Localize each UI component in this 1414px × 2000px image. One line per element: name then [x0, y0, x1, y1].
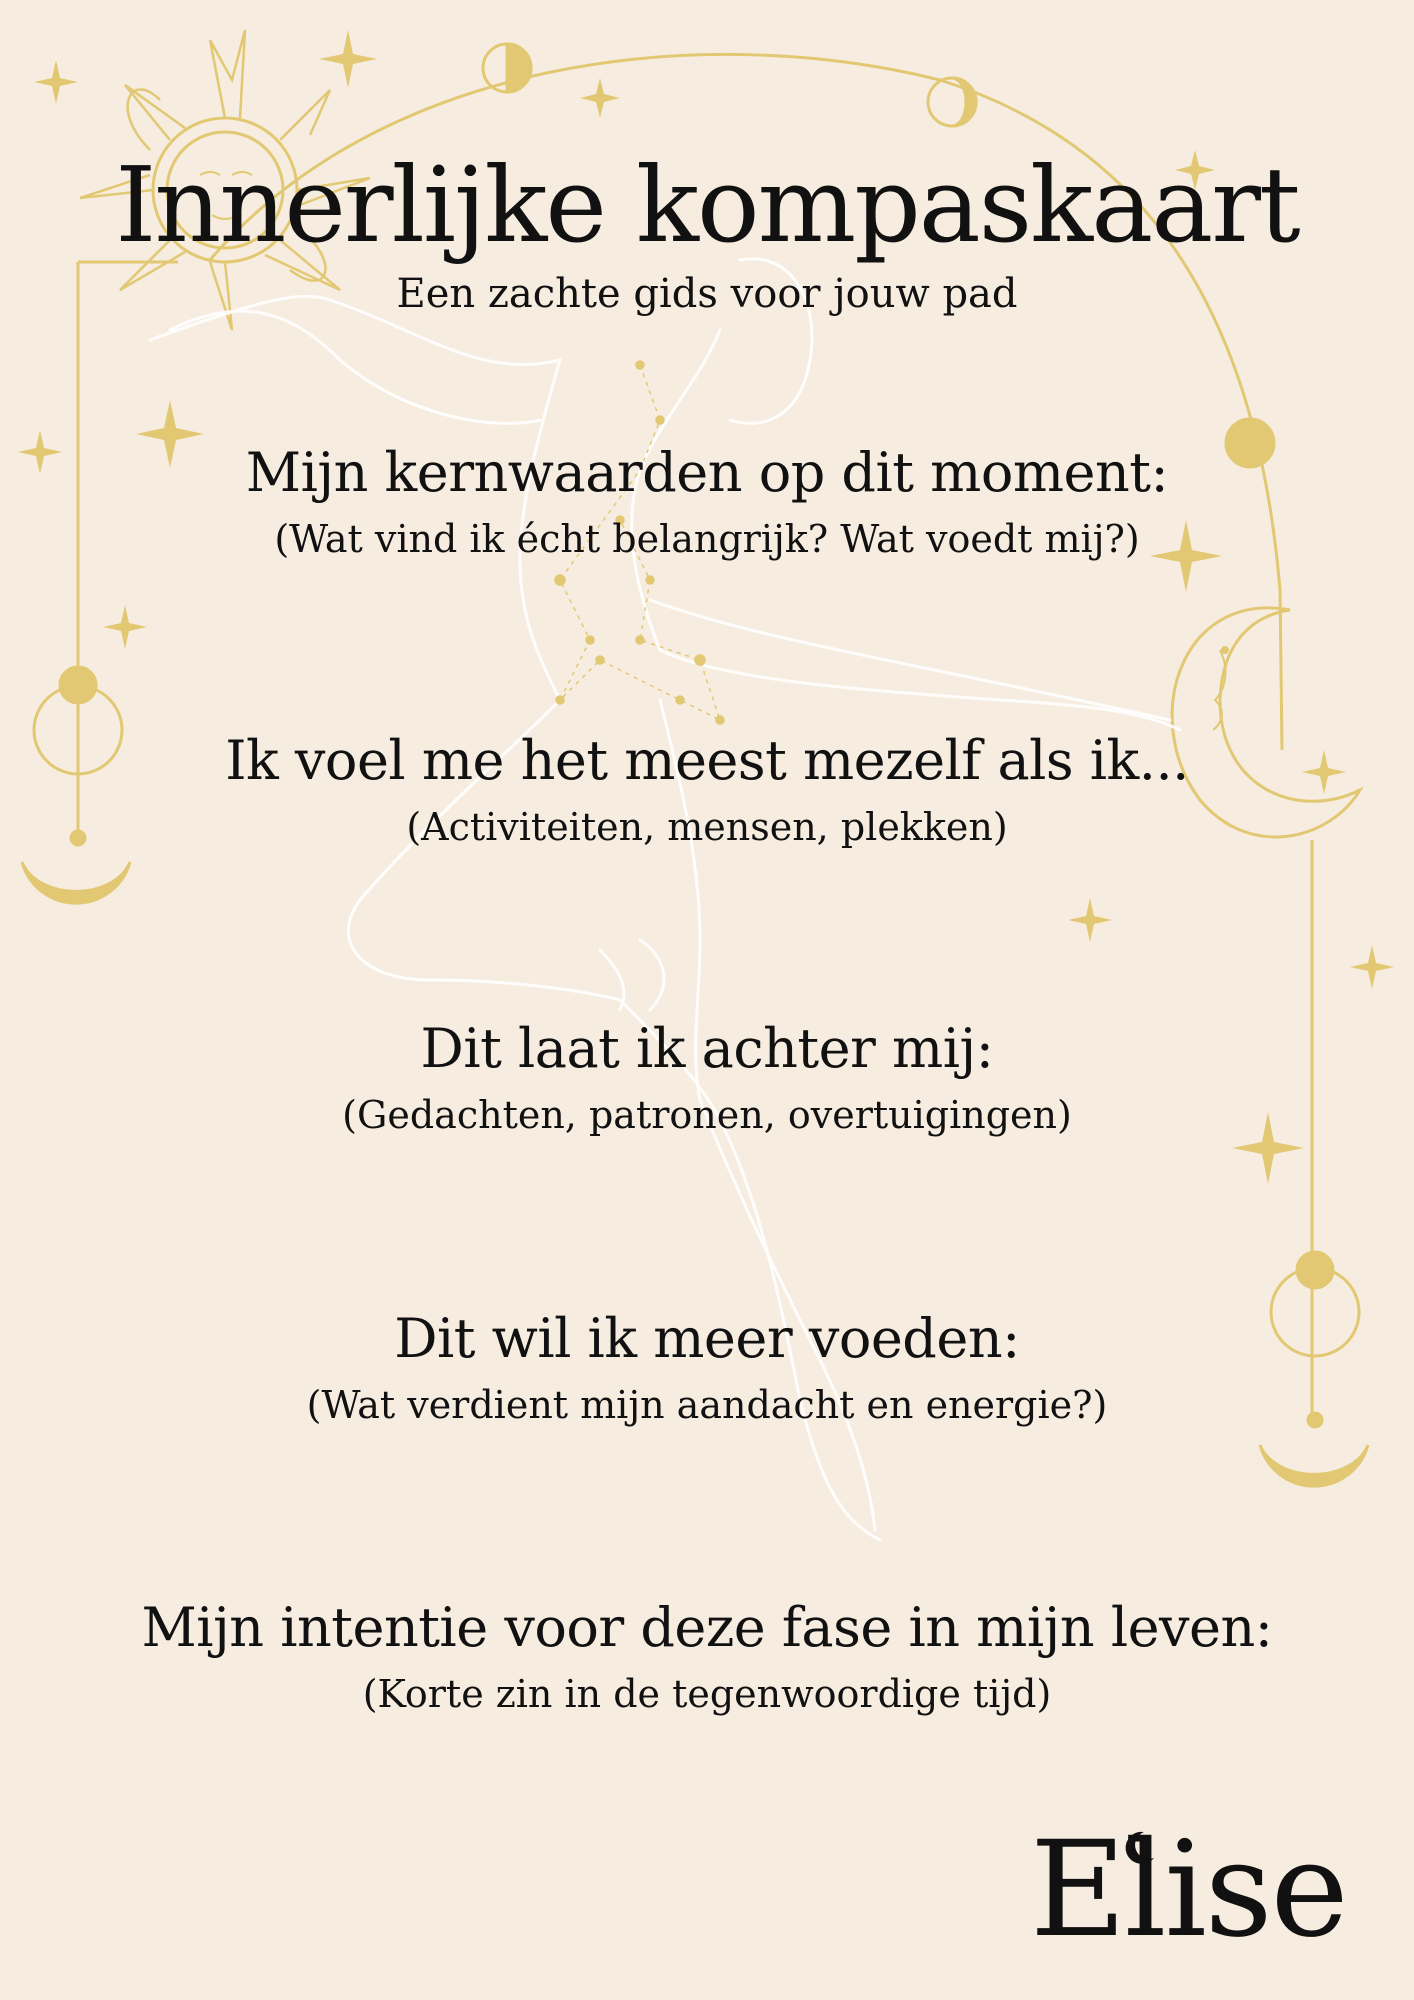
page-subtitle: Een zachte gids voor jouw pad [396, 271, 1018, 317]
section-hint: (Activiteiten, mensen, plekken) [406, 805, 1008, 850]
section-heading: Mijn intentie voor deze fase in mijn leven: [141, 1596, 1273, 1659]
section-hint: (Wat verdient mijn aandacht en energie?) [306, 1383, 1108, 1428]
section-leave-behind [0, 1018, 1414, 1138]
section-heading: Dit wil ik meer voeden: [394, 1307, 1020, 1370]
section-heading: Ik voel me het meest mezelf als ik... [225, 729, 1189, 792]
section-hint: (Korte zin in de tegenwoordige tijd) [362, 1672, 1052, 1717]
section-nourish-more [0, 1308, 1414, 1428]
section-core-values [0, 442, 1414, 562]
brand-logo: Elise [1030, 1813, 1347, 1967]
section-heading: Dit laat ik achter mij: [420, 1017, 994, 1080]
section-hint: (Gedachten, patronen, overtuigingen) [342, 1093, 1072, 1138]
section-heading: Mijn kernwaarden op dit moment: [245, 441, 1169, 504]
section-intention [0, 1597, 1414, 1717]
section-feel-myself [0, 730, 1414, 850]
crescent-moon-icon [1118, 1828, 1158, 1868]
section-hint: (Wat vind ik écht belangrijk? Wat voedt mij?) [274, 517, 1140, 562]
page-title: Innerlijke kompaskaart [115, 144, 1299, 266]
